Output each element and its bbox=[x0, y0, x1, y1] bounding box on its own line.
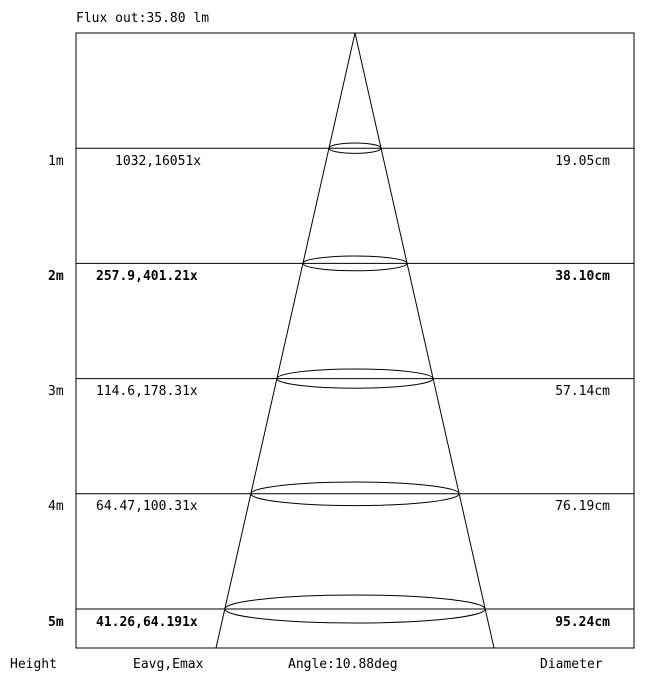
flux-output-label: Flux out:35.80 lm bbox=[76, 11, 210, 26]
row-height-label: 5m bbox=[48, 615, 64, 630]
row-illuminance-value: 257.9,401.21x bbox=[96, 269, 198, 284]
beam-left-edge bbox=[216, 33, 355, 648]
diagram-frame bbox=[76, 33, 634, 648]
row-diameter-value: 19.05cm bbox=[555, 154, 610, 169]
row-diameter-value: 57.14cm bbox=[555, 384, 610, 399]
footer-height-label: Height bbox=[10, 657, 57, 672]
row-diameter-value: 95.24cm bbox=[555, 615, 610, 630]
row-illuminance-value: 1032,16051x bbox=[115, 154, 202, 169]
row-illuminance-value: 41.26,64.191x bbox=[96, 615, 198, 630]
row-illuminance-value: 64.47,100.31x bbox=[96, 499, 198, 514]
row-height-label: 1m bbox=[48, 154, 64, 169]
row-diameter-value: 38.10cm bbox=[555, 269, 610, 284]
row-height-label: 2m bbox=[48, 269, 64, 284]
row-illuminance-value: 114.6,178.31x bbox=[96, 384, 198, 399]
row-height-label: 3m bbox=[48, 384, 64, 399]
footer-angle-label: Angle:10.88deg bbox=[288, 657, 398, 672]
beam-right-edge bbox=[355, 33, 494, 648]
footer-diameter-label: Diameter bbox=[540, 657, 603, 672]
row-height-label: 4m bbox=[48, 499, 64, 514]
row-diameter-value: 76.19cm bbox=[555, 499, 610, 514]
footer-eavg-label: Eavg,Emax bbox=[133, 657, 204, 672]
